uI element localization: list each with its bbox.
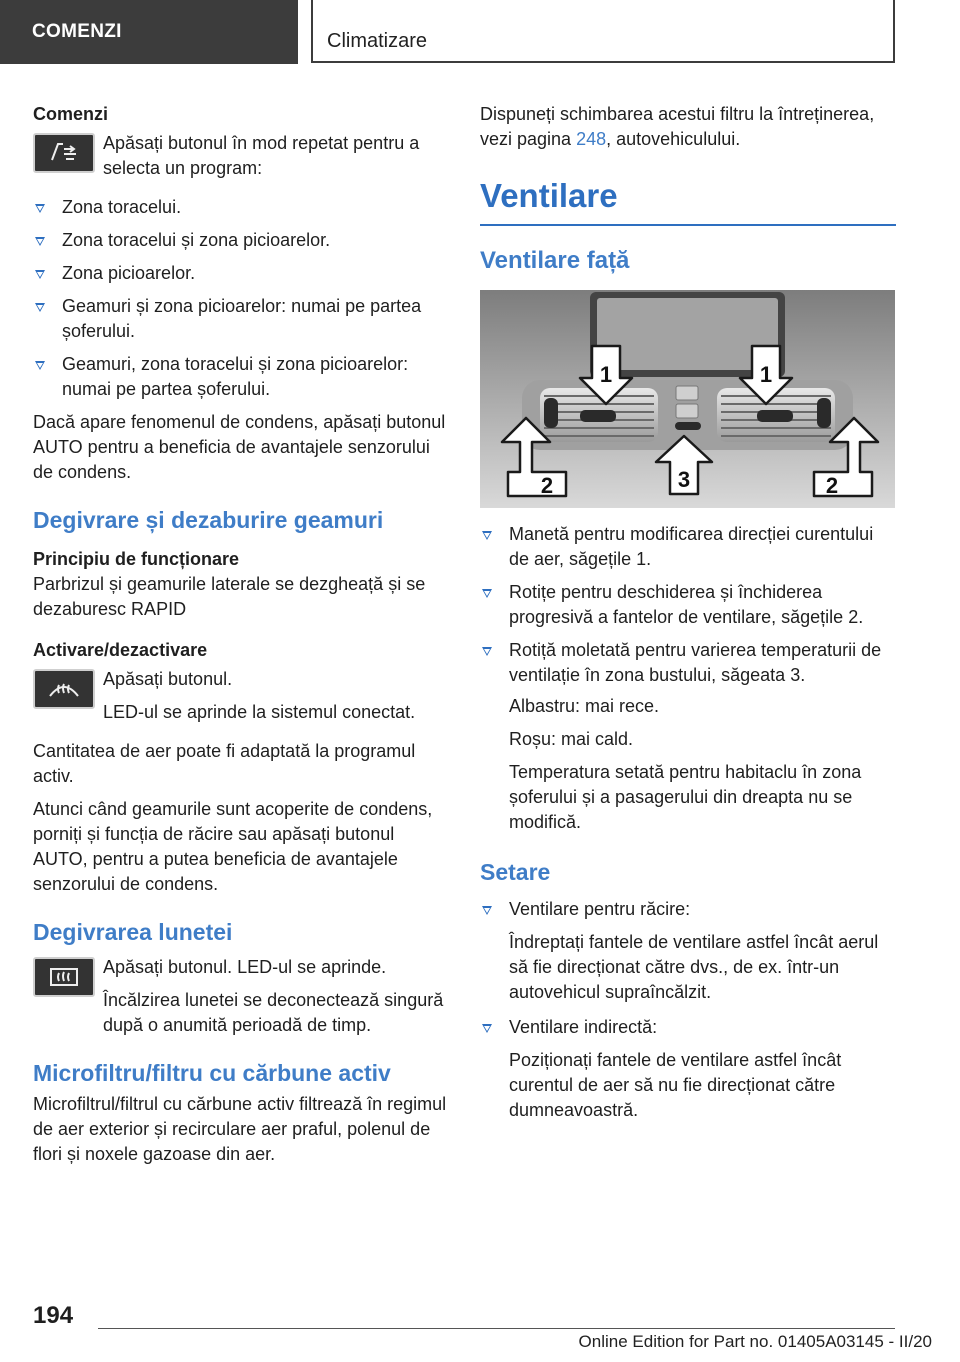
bullet-triangle-icon bbox=[482, 531, 492, 540]
list-item: Geamuri și zona picioarelor: numai pe partea șoferului. bbox=[33, 294, 449, 344]
vent-photo bbox=[480, 290, 895, 508]
list-item: Ventilare indirectă: Poziționați fantele de ventilare astfel încât curentul de aer să nu fie direcționat către dumneavoastră. bbox=[480, 1015, 896, 1123]
atunci-paragraph: Atunci când geamurile sunt acoperite de condens, porniți și funcția de răcire sau apăsați butonul AUTO, pentru a putea beneficia de avantajele senzorului de condens. bbox=[33, 799, 433, 894]
bullet-triangle-icon bbox=[35, 204, 45, 213]
section-label: COMENZI bbox=[32, 21, 122, 42]
air-distribution-button-icon bbox=[33, 133, 95, 173]
cantitate-paragraph: Cantitatea de aer poate fi adaptată la programul activ. bbox=[33, 741, 416, 786]
comenzi-title: Comenzi bbox=[33, 104, 109, 124]
principiu-title: Principiu de funcționare bbox=[33, 549, 240, 569]
luneta-row bbox=[33, 955, 449, 1038]
vent-list bbox=[480, 522, 896, 688]
activare-text-2: LED-ul se aprinde la sistemul conectat. bbox=[103, 702, 416, 722]
filter-maintenance-paragraph: Dispuneți schimbarea acestui filtru la întreținerea, vezi pagina 248, autovehiculului. bbox=[480, 104, 875, 149]
right-column bbox=[480, 102, 896, 1131]
chapter-tab bbox=[311, 0, 895, 63]
comenzi-text: Apăsați butonul în mod repetat pentru a selecta un program: bbox=[103, 133, 420, 178]
footer-edition: Online Edition for Part no. 01405A03145 - II/20 bbox=[578, 1332, 932, 1351]
condens-paragraph: Dacă apare fenomenul de condens, apăsați butonul AUTO pentru a beneficia de avantajele senzorului de condens. bbox=[33, 412, 446, 482]
list-item: Manetă pentru modificarea direcției curentului de aer, săgețile 1. bbox=[480, 522, 896, 572]
comenzi-row bbox=[33, 131, 449, 181]
setare-list bbox=[480, 897, 896, 1123]
luneta-heading: Degivrarea lunetei bbox=[33, 919, 233, 945]
rosu-text: Roșu: mai cald. bbox=[509, 729, 634, 749]
temperatura-text: Temperatura setată pentru habitaclu în zona șoferului și a pasagerului din dreapta nu se modifică. bbox=[509, 762, 862, 832]
albastru-text: Albastru: mai rece. bbox=[509, 696, 660, 716]
list-item: Zona toracelui. bbox=[33, 195, 449, 220]
bullet-triangle-icon bbox=[35, 270, 45, 279]
callout-label: 3 bbox=[677, 467, 691, 492]
activare-title: Activare/dezactivare bbox=[33, 640, 208, 660]
list-item: Rotiță moletată pentru varierea temperaturii de ventilație în zona bustului, săgeata 3. bbox=[480, 638, 896, 688]
setare-heading: Setare bbox=[480, 859, 551, 885]
activare-text-1: Apăsați butonul. bbox=[103, 669, 233, 689]
page-link[interactable]: 248 bbox=[576, 129, 607, 149]
list-item: Geamuri, zona toracelui și zona picioarelor: numai pe partea șoferului. bbox=[33, 352, 449, 402]
chapter-label: Climatizare bbox=[327, 30, 428, 52]
callout-label: 2 bbox=[540, 473, 554, 498]
filtru-heading: Microfiltru/filtru cu cărbune activ bbox=[33, 1060, 391, 1086]
front-defrost-button-icon bbox=[33, 669, 95, 709]
bullet-triangle-icon bbox=[35, 303, 45, 312]
callout-label: 1 bbox=[599, 362, 613, 387]
filtru-paragraph: Microfiltrul/filtrul cu cărbune activ filtrează în regimul de aer exterior și recirculare aer praful, polenul de flori și noxele gazoase din aer. bbox=[33, 1094, 447, 1164]
luneta-text-1: Apăsați butonul. LED-ul se aprinde. bbox=[103, 957, 387, 977]
principiu-paragraph: Parbrizul și geamurile laterale se dezgheață și se dezaburesc RAPID bbox=[33, 574, 426, 619]
page-number: 194 bbox=[33, 1302, 74, 1329]
bullet-triangle-icon bbox=[35, 361, 45, 370]
heading-rule bbox=[480, 224, 896, 226]
program-list bbox=[33, 195, 449, 402]
bullet-triangle-icon bbox=[482, 589, 492, 598]
left-column bbox=[33, 102, 449, 1167]
bullet-triangle-icon bbox=[482, 647, 492, 656]
bullet-triangle-icon bbox=[35, 237, 45, 246]
bullet-triangle-icon bbox=[482, 906, 492, 915]
rear-defrost-button-icon bbox=[33, 957, 95, 997]
callout-label: 1 bbox=[759, 362, 773, 387]
degivrare-heading: Degivrare și dezaburire geamuri bbox=[33, 507, 384, 533]
ventilare-fata-heading: Ventilare față bbox=[480, 247, 630, 274]
activare-row bbox=[33, 667, 449, 725]
list-item: Ventilare pentru răcire: Îndreptați fantele de ventilare astfel încât aerul să fie direcționat către dvs., de ex. într-un autovehicul supraîncălzit. bbox=[480, 897, 896, 1005]
bullet-triangle-icon bbox=[482, 1024, 492, 1033]
list-item: Zona toracelui și zona picioarelor. bbox=[33, 228, 449, 253]
footer-rule bbox=[98, 1328, 895, 1329]
list-item: Rotițe pentru deschiderea și închiderea progresivă a fantelor de ventilare, săgețile 2. bbox=[480, 580, 896, 630]
section-tab bbox=[0, 0, 298, 64]
list-item: Zona picioarelor. bbox=[33, 261, 449, 286]
callout-label: 2 bbox=[825, 473, 839, 498]
ventilare-heading: Ventilare bbox=[480, 177, 618, 214]
luneta-text-2: Încălzirea lunetei se deconectează singură după o anumită perioadă de timp. bbox=[103, 990, 444, 1035]
